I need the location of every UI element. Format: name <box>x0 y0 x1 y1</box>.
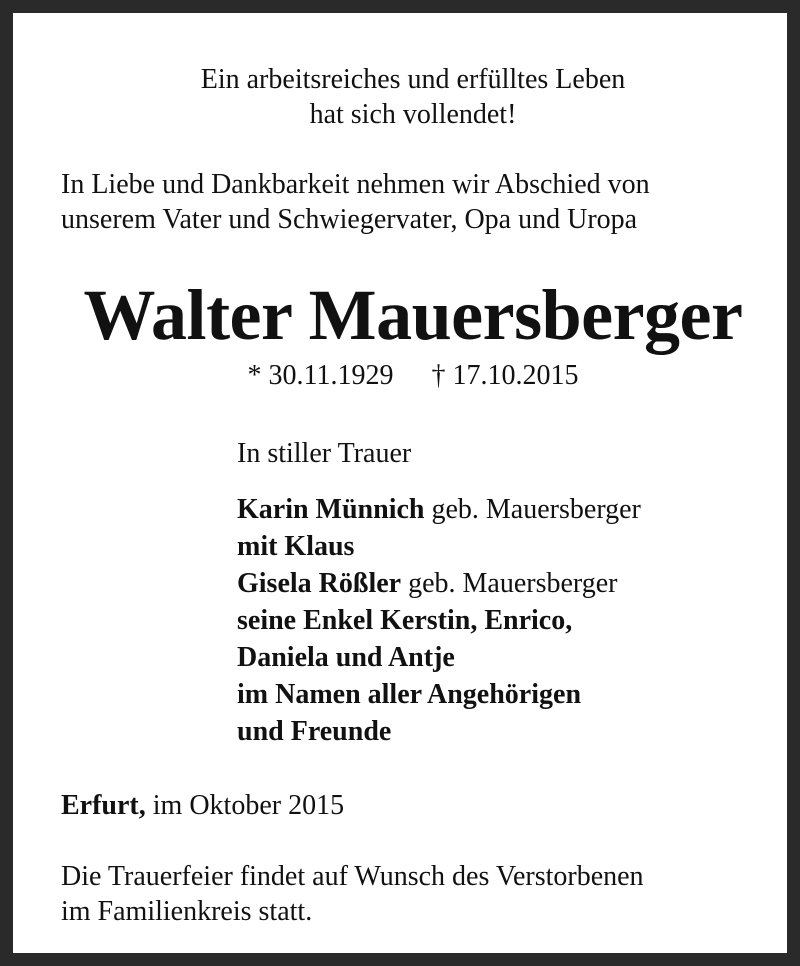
mourner-gisela-suffix: geb. Mauersberger <box>401 568 618 599</box>
intro-line-2: hat sich vollendet! <box>309 99 517 130</box>
place-month: im Oktober 2015 <box>145 790 345 821</box>
notice-line-2: im Familienkreis statt. <box>61 896 313 927</box>
mourner-karin <box>237 494 641 526</box>
death-date: † 17.10.2015 <box>431 360 579 391</box>
farewell-line-1: In Liebe und Dankbarkeit nehmen wir Abschied von <box>61 169 650 200</box>
mourner-gisela <box>237 568 618 600</box>
mourner-karin-name: Karin Münnich <box>237 494 425 525</box>
farewell-line-2: unserem Vater und Schwiegervater, Opa und Uropa <box>61 204 638 235</box>
birth-date: * 30.11.1929 <box>247 360 394 391</box>
life-dates <box>26 360 800 392</box>
place-city: Erfurt, <box>61 790 146 821</box>
mourners-heading: In stiller Trauer <box>237 438 412 469</box>
mourner-grandchildren-1: seine Enkel Kerstin, Enrico, <box>237 605 573 636</box>
mourner-gisela-name: Gisela Rößler <box>237 568 402 599</box>
intro-line-1: Ein arbeitsreiches und erfülltes Leben <box>200 64 626 95</box>
mourner-grandchildren-2: Daniela und Antje <box>237 642 455 673</box>
notice-line-1: Die Trauerfeier findet auf Wunsch des Verstorbenen <box>61 861 644 892</box>
mourner-relatives: im Namen aller Angehörigen <box>237 679 582 710</box>
place-date <box>61 790 344 822</box>
deceased-name: Walter Mauersberger <box>83 275 743 355</box>
mourner-karin-suffix: geb. Mauersberger <box>424 494 641 525</box>
mourner-klaus: mit Klaus <box>237 531 355 562</box>
mourner-friends: und Freunde <box>237 716 392 747</box>
